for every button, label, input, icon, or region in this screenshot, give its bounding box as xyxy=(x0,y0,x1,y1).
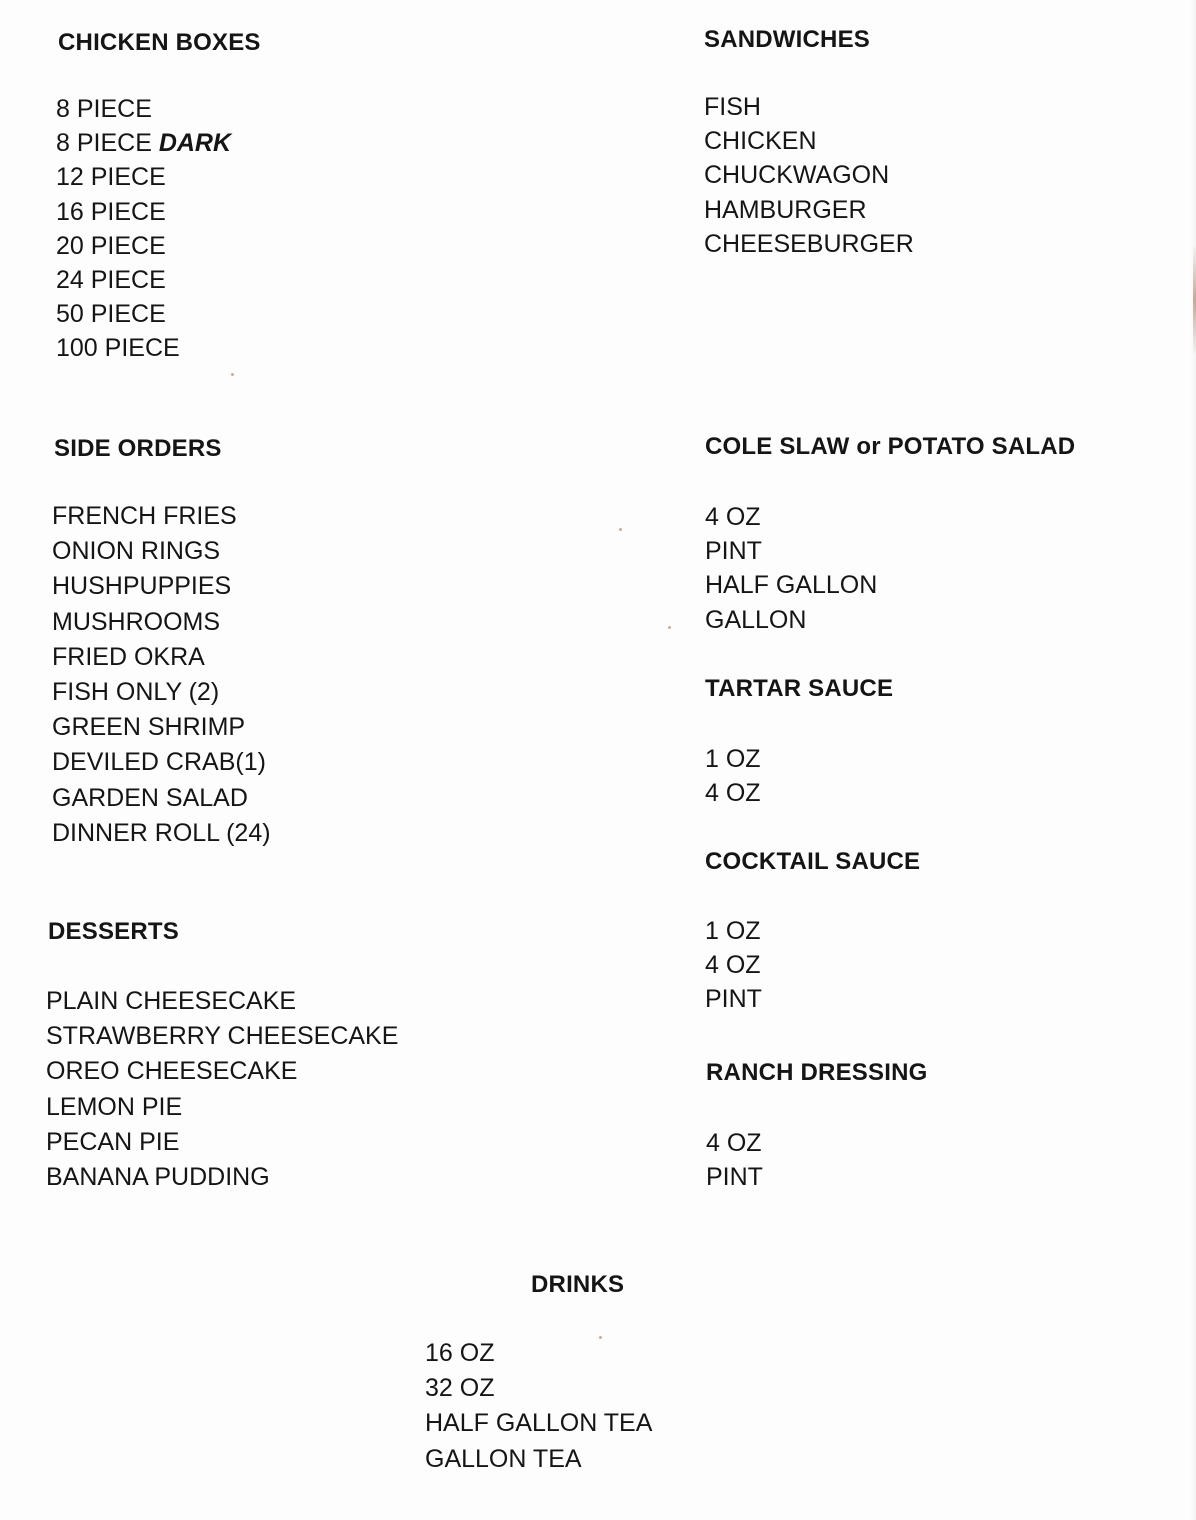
section-heading: COLE SLAW or POTATO SALAD xyxy=(705,433,1076,460)
section-heading: RANCH DRESSING xyxy=(706,1059,928,1086)
chicken-boxes-list xyxy=(56,92,231,366)
list-item: GALLON xyxy=(705,605,807,634)
list-item: 20 PIECE xyxy=(56,231,166,260)
list-item: 100 PIECE xyxy=(56,334,180,363)
list-item: GREEN SHRIMP xyxy=(52,713,246,742)
list-item: 32 OZ xyxy=(425,1374,495,1403)
item-label: 8 PIECE xyxy=(56,129,152,158)
list-item: PLAIN CHEESECAKE xyxy=(46,987,297,1015)
section-cole-slaw xyxy=(705,433,1075,461)
list-item: FISH xyxy=(704,93,761,121)
sandwiches-list xyxy=(704,90,914,261)
list-item: BANANA PUDDING xyxy=(46,1162,270,1191)
list-item: 1 OZ xyxy=(705,917,761,945)
section-heading: CHICKEN BOXES xyxy=(58,29,261,56)
list-item: PINT xyxy=(705,537,762,566)
ranch-dressing-list xyxy=(706,1126,763,1194)
section-heading: COCKTAIL SAUCE xyxy=(705,848,921,875)
list-item: DINNER ROLL (24) xyxy=(52,818,271,847)
list-item: 4 OZ xyxy=(706,1129,762,1157)
list-item: FRENCH FRIES xyxy=(52,502,237,530)
section-heading: SIDE ORDERS xyxy=(54,435,222,462)
section-heading: SANDWICHES xyxy=(704,26,871,53)
paper-speck xyxy=(231,373,234,376)
list-item: CHICKEN xyxy=(704,127,817,156)
section-desserts xyxy=(48,918,179,946)
tartar-sauce-list xyxy=(705,742,761,810)
list-item: CHEESEBURGER xyxy=(704,229,914,258)
list-item: 4 OZ xyxy=(705,951,761,980)
list-item: MUSHROOMS xyxy=(52,607,221,636)
paper-speck xyxy=(619,528,622,531)
list-item: PECAN PIE xyxy=(46,1127,180,1156)
list-item: 16 OZ xyxy=(425,1339,495,1367)
list-item: GALLON TEA xyxy=(425,1444,582,1473)
section-ranch-dressing xyxy=(706,1059,927,1087)
list-item: HUSHPUPPIES xyxy=(52,572,232,601)
list-item: FISH ONLY (2) xyxy=(52,677,220,706)
cocktail-sauce-list xyxy=(705,914,762,1017)
list-item: PINT xyxy=(705,985,762,1014)
list-item: 8 PIECE xyxy=(56,95,152,123)
section-heading: DRINKS xyxy=(531,1271,625,1298)
section-sandwiches xyxy=(704,26,870,54)
paper-edge-shadow xyxy=(1190,0,1196,1520)
list-item: PINT xyxy=(706,1163,763,1192)
section-chicken-boxes xyxy=(58,29,261,57)
list-item: 24 PIECE xyxy=(56,265,166,294)
list-item: HAMBURGER xyxy=(704,195,867,224)
cole-slaw-list xyxy=(705,500,877,637)
list-item: HALF GALLON TEA xyxy=(425,1409,653,1438)
list-item: ONION RINGS xyxy=(52,537,221,566)
list-item: HALF GALLON xyxy=(705,571,878,600)
side-orders-list xyxy=(52,499,271,851)
list-item: LEMON PIE xyxy=(46,1092,183,1121)
section-heading: TARTAR SAUCE xyxy=(705,675,894,702)
list-item: CHUCKWAGON xyxy=(704,161,890,190)
list-item: 12 PIECE xyxy=(56,163,166,192)
list-item: 1 OZ xyxy=(705,745,761,773)
list-item: STRAWBERRY CHEESECAKE xyxy=(46,1022,399,1051)
list-item: OREO CHEESECAKE xyxy=(46,1057,298,1086)
list-item: 16 PIECE xyxy=(56,197,166,226)
list-item: GARDEN SALAD xyxy=(52,783,248,812)
list-item: 50 PIECE xyxy=(56,300,166,329)
paper-speck xyxy=(668,626,671,629)
desserts-list xyxy=(46,984,398,1195)
list-item: DEVILED CRAB(1) xyxy=(52,748,266,777)
drinks-list xyxy=(425,1336,652,1477)
list-item: FRIED OKRA xyxy=(52,642,205,671)
list-item: 4 OZ xyxy=(705,779,761,808)
dark-label: DARK xyxy=(158,129,232,158)
section-side-orders xyxy=(54,435,222,463)
section-cocktail-sauce xyxy=(705,848,920,876)
section-drinks xyxy=(531,1271,624,1299)
list-item: 4 OZ xyxy=(705,503,761,531)
section-heading: DESSERTS xyxy=(48,918,179,945)
list-item xyxy=(56,126,231,160)
section-tartar-sauce xyxy=(705,675,893,703)
